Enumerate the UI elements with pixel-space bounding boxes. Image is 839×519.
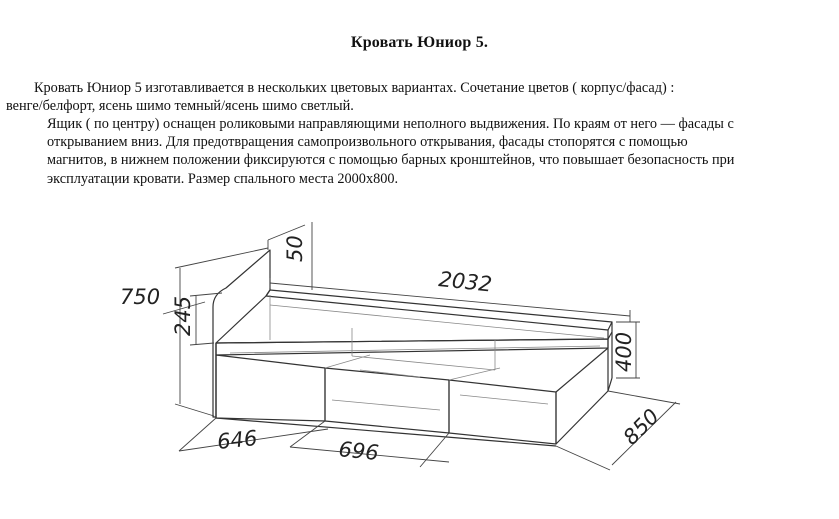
paragraph-line: открыванием вниз. Для предотвращения самопроизвольного открывания, фасады стопорятся с помощью xyxy=(47,134,688,151)
dim-center-drawer: 696 xyxy=(337,437,380,466)
dim-side-height: 400 xyxy=(612,331,636,372)
headboard xyxy=(213,250,270,417)
dim-total-height: 750 xyxy=(120,285,161,309)
paragraph-line: Кровать Юниор 5 изготавливается в нескольких цветовых вариантах. Сочетание цветов ( корпус/фасад) : xyxy=(34,80,675,96)
center-drawer xyxy=(325,368,449,433)
dim-headboard-height: 245 xyxy=(171,295,195,336)
dim-length: 2032 xyxy=(437,267,494,297)
top-panel-back-edge xyxy=(270,290,612,339)
dim-top-thickness: 50 xyxy=(283,235,307,262)
document-title: Кровать Юниор 5. xyxy=(350,34,489,51)
paragraph-line: Ящик ( по центру) оснащен роликовыми направляющими неполного выдвижения. По краям от него — фасады с xyxy=(47,116,734,132)
dim-left-facade: 646 xyxy=(216,425,259,454)
paragraph-line: эксплуатации кровати. Размер спального места 2000x800. xyxy=(47,170,399,187)
left-facade xyxy=(216,355,325,421)
paragraph-line: венге/белфорт, ясень шимо темный/ясень шимо светлый. xyxy=(6,98,354,115)
bottom-front-edge xyxy=(216,418,556,446)
right-facade xyxy=(449,380,556,444)
dim-depth: 850 xyxy=(618,404,664,450)
paragraph-line: магнитов, в нижнем положении фиксируются с помощью барных кронштейнов, что повышает безопасность при xyxy=(47,152,735,169)
